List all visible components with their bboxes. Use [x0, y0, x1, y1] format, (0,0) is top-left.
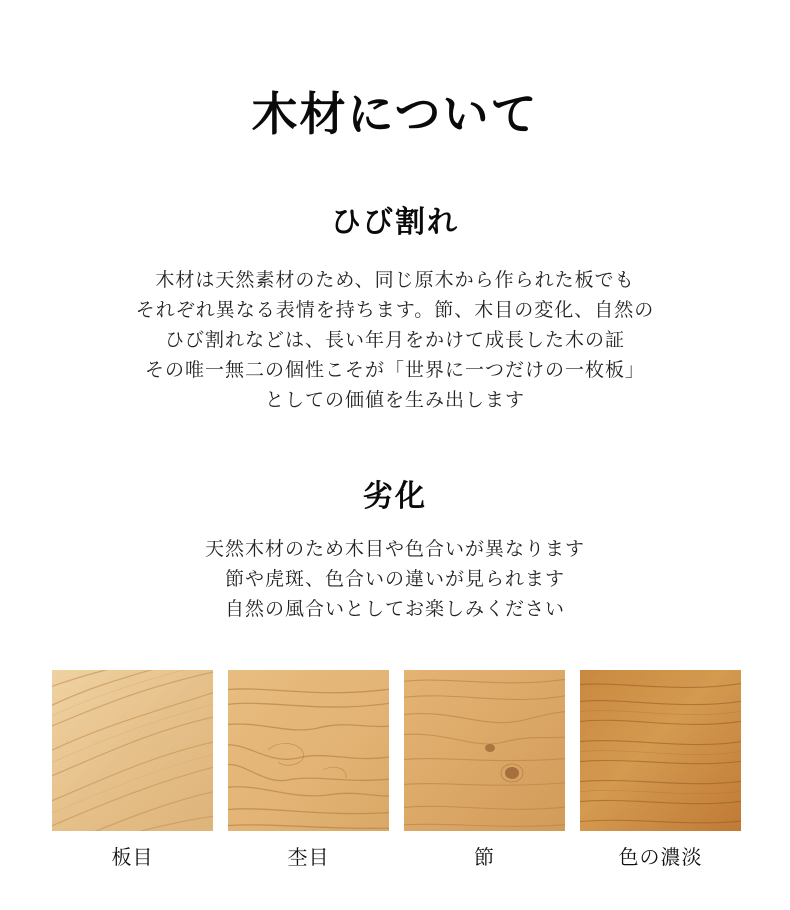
- section-body-cracks: [0, 265, 790, 415]
- body-line: 木材は天然素材のため、同じ原木から作られた板でも: [155, 269, 635, 291]
- knot-wood-image: [404, 670, 565, 831]
- section-body-deterioration: [0, 534, 790, 624]
- color-variation-wood-image: [580, 670, 741, 831]
- body-line: その唯一無二の個性こそが「世界に一つだけの一枚板」: [144, 359, 645, 381]
- swatch-label-straight-grain: 板目: [111, 845, 154, 869]
- swatch-label-color-variation: 色の濃淡: [618, 845, 703, 869]
- body-line: それぞれ異なる表情を持ちます。節、木目の変化、自然の: [135, 299, 655, 321]
- section-heading-deterioration: 劣化: [363, 479, 427, 514]
- figured-grain-wood-image: [228, 670, 389, 831]
- body-line: 自然の風合いとしてお楽しみください: [224, 598, 565, 620]
- section-heading-cracks: ひび割れ: [331, 205, 459, 240]
- body-line: ひび割れなどは、長い年月をかけて成長した木の証: [164, 329, 625, 351]
- body-line: 天然木材のため木目や色合いが異なります: [204, 538, 585, 560]
- page-title: 木材について: [251, 87, 539, 141]
- swatch-label-figured-grain: 杢目: [287, 845, 330, 869]
- straight-grain-wood-image: [52, 670, 213, 831]
- body-line: 節や虎斑、色合いの違いが見られます: [224, 568, 565, 590]
- body-line: としての価値を生み出します: [264, 389, 525, 411]
- swatch-label-knot: 節: [474, 845, 495, 869]
